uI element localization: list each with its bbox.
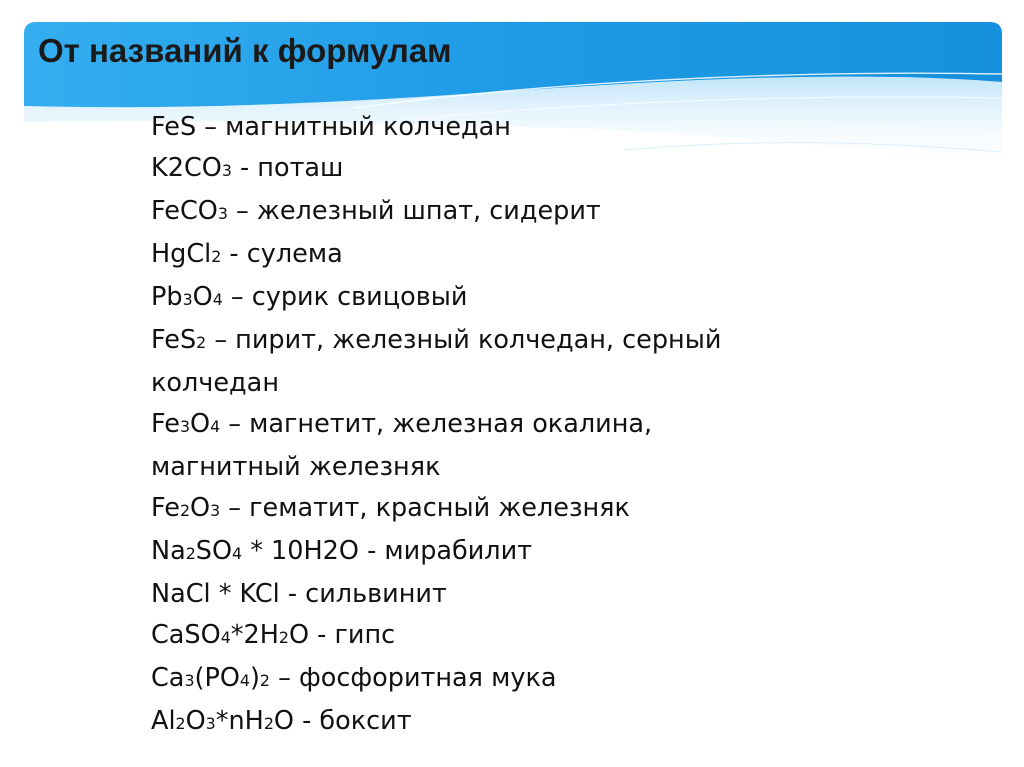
formula-text: Na [151, 536, 186, 566]
formula-subscript: 2 [278, 628, 289, 647]
formula-line [151, 234, 951, 277]
formula-list [151, 107, 951, 744]
formula-text: Fe [151, 493, 180, 523]
formula-subscript: 3 [182, 290, 193, 309]
formula-subscript: 4 [232, 544, 243, 563]
formula-subscript: 2 [179, 501, 191, 520]
formula-text: NaCl * KCl - сильвинит [151, 579, 447, 609]
formula-text: *nH [215, 706, 264, 736]
formula-text: Fe [151, 409, 180, 439]
formula-text: магнитный железняк [151, 452, 441, 482]
formula-text: - сулема [221, 239, 343, 269]
formula-text: O [185, 706, 206, 736]
formula-subscript: 2 [185, 544, 196, 563]
formula-line [151, 107, 951, 148]
formula-text: * 10H2O - мирабилит [242, 536, 533, 566]
slide-title: От названий к формулам [38, 32, 452, 69]
formula-line [151, 531, 951, 574]
formula-subscript: 3 [205, 714, 216, 733]
formula-text: SO [195, 536, 233, 566]
formula-text: O - боксит [273, 706, 412, 736]
formula-subscript: 3 [184, 671, 195, 690]
formula-text: - поташ [231, 153, 344, 183]
formula-text: O [192, 282, 213, 312]
formula-subscript: 3 [217, 204, 228, 223]
formula-line [151, 447, 951, 488]
formula-line [151, 574, 951, 615]
formula-text: – сурик свицовый [222, 282, 468, 312]
formula-text: Pb [151, 282, 183, 312]
formula-text: колчедан [151, 368, 279, 398]
formula-subscript: 3 [221, 161, 232, 180]
formula-text: K2CO [151, 153, 222, 183]
formula-subscript: 2 [263, 714, 274, 733]
formula-text: (PO [194, 663, 240, 693]
formula-line [151, 277, 951, 320]
formula-subscript: 4 [239, 671, 250, 690]
formula-text: – гематит, красный железняк [220, 493, 630, 523]
formula-line [151, 404, 951, 447]
formula-subscript: 4 [210, 417, 221, 436]
formula-line [151, 701, 951, 744]
formula-text: HgCl [151, 239, 212, 269]
formula-line [151, 488, 951, 531]
formula-text: FeS – магнитный колчедан [151, 112, 511, 142]
formula-text: – пирит, железный колчедан, серный [206, 325, 722, 355]
formula-text: O [190, 409, 211, 439]
formula-line [151, 191, 951, 234]
formula-text: – магнетит, железная окалина, [220, 409, 653, 439]
formula-text: – фосфоритная мука [269, 663, 557, 693]
formula-subscript: 2 [211, 247, 222, 266]
formula-text: ) [249, 663, 260, 693]
formula-line [151, 148, 951, 191]
formula-text: FeCO [151, 196, 218, 226]
formula-text: O [190, 493, 211, 523]
formula-subscript: 2 [259, 671, 270, 690]
formula-text: FeS [151, 325, 197, 355]
formula-text: Ca [151, 663, 185, 693]
formula-subscript: 2 [175, 714, 186, 733]
formula-line [151, 615, 951, 658]
formula-subscript: 2 [196, 333, 207, 352]
formula-line [151, 363, 951, 404]
formula-text: O - гипс [288, 620, 396, 650]
formula-subscript: 4 [212, 290, 223, 309]
formula-line [151, 320, 951, 363]
formula-text: CaSO [151, 620, 221, 650]
formula-subscript: 3 [179, 417, 191, 436]
formula-subscript: 3 [210, 501, 221, 520]
formula-line [151, 658, 951, 701]
formula-text: – железный шпат, сидерит [227, 196, 601, 226]
formula-text: Al [151, 706, 176, 736]
formula-subscript: 4 [220, 628, 231, 647]
formula-text: *2H [230, 620, 279, 650]
